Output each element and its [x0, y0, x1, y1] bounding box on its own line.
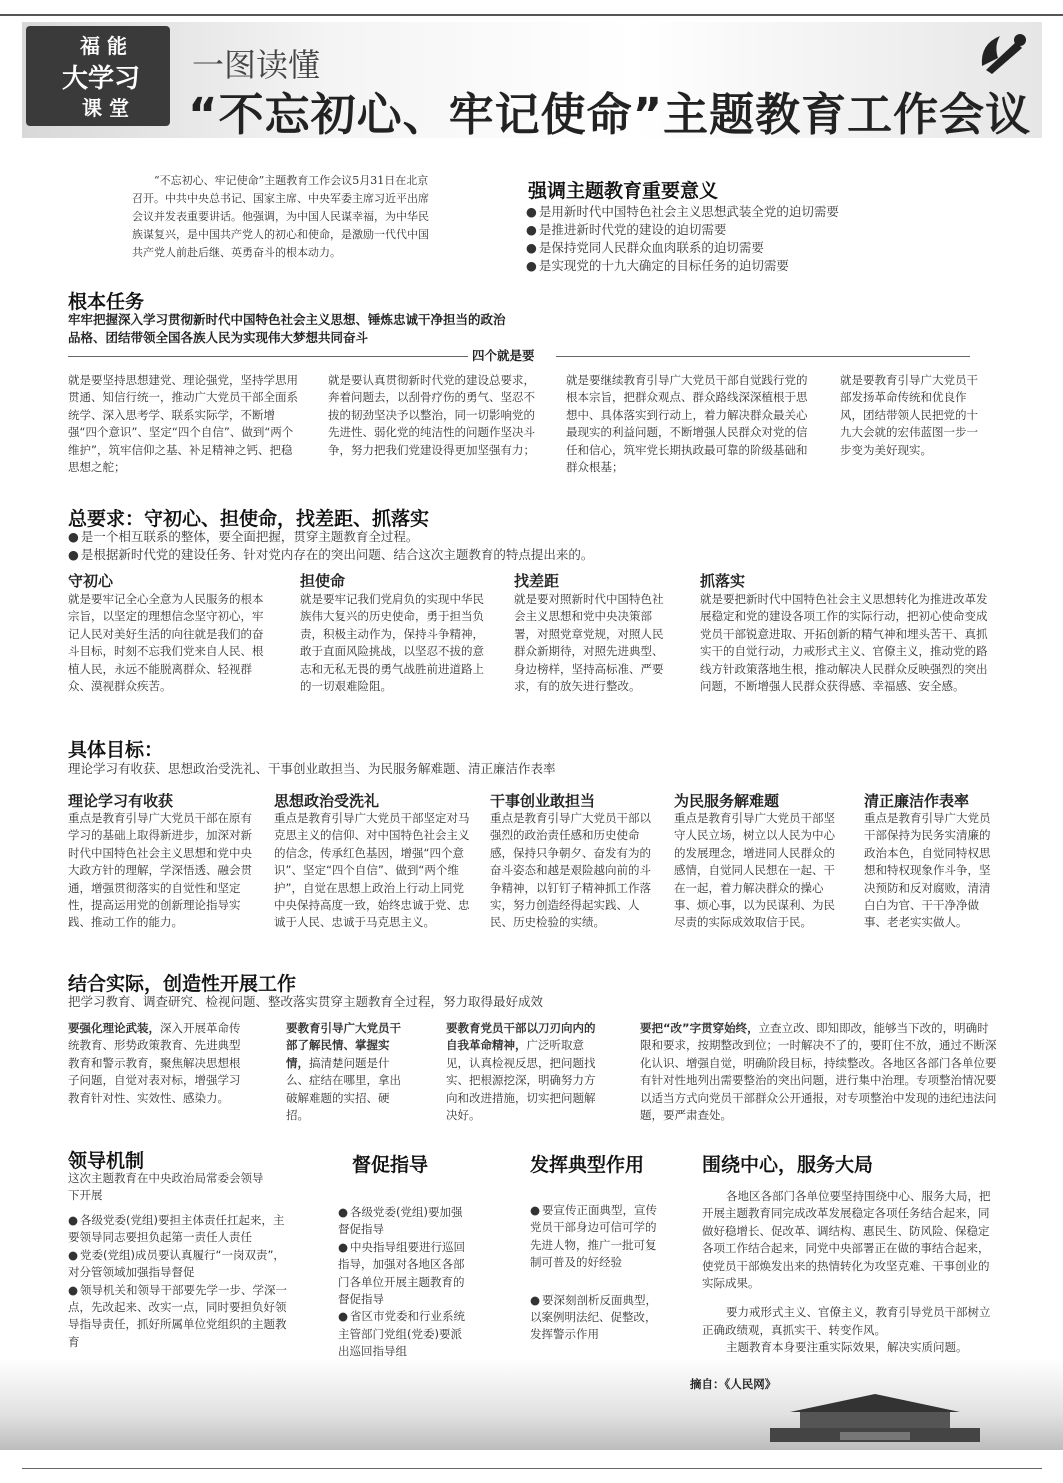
task-heading: 根本任务	[68, 291, 145, 313]
req-title-2: 担使命	[300, 572, 346, 590]
practice-lead: 要把“改”字贯穿始终，	[640, 1021, 759, 1035]
top-strip	[0, 0, 1063, 16]
list-item: ● 是用新时代中国特色社会主义思想武装全党的迫切需要	[526, 203, 946, 221]
list-item: ● 中央指导组要进行巡回指导，加强对各地区各部门各单位开展主题教育的督促指导	[338, 1239, 472, 1309]
list-item: ● 是保持党同人民群众血肉联系的迫切需要	[526, 239, 946, 257]
practice-item-2	[286, 1020, 410, 1124]
center-paragraph: 要力戒形式主义、官僚主义，教育引导党员干部树立正确政绩观，真抓实干、转变作风。	[702, 1305, 991, 1337]
leadership-heading: 领导机制	[68, 1150, 145, 1172]
task-text: 牢牢把握深入学习贯彻新时代中国特色社会主义思想、锤炼忠诚干净担当的政治品格、团结带领全国各族人民为实现伟大梦想共同奋斗	[68, 312, 506, 345]
significance-list	[526, 203, 946, 275]
practice-lead: 要强化理论武装，	[68, 1021, 160, 1035]
goal-title-5: 清正廉洁作表率	[864, 792, 970, 810]
divider-right	[556, 356, 970, 357]
logo-line-1: 福 能	[80, 34, 127, 58]
practice-summary: 把学习教育、调查研究、检视问题、整改落实贯穿主题教育全过程，努力取得最好成效	[68, 994, 544, 1009]
practice-item-4	[640, 1020, 1000, 1124]
significance-heading: 强调主题教育重要意义	[528, 180, 719, 202]
practice-text: 立查立改、即知即改，能够当下改的，明确时限和要求，按期整改到位；一时解决不了的，要盯住不放，通过不断深化认识、增强自觉，明确阶段目标，持续整改。各地区各部门各单位要有针对性地列出需要整治的突出问题，进行集中治理。专项整治情况要以适当方式向党员干部群众公开通报，对专项整治中发现的违纪违法问题，要严肃查处。	[640, 1021, 997, 1123]
four-must-col-4: 就是要教育引导广大党员干部发扬革命传统和优良作风，团结带领人民把党的十九大会就的宏伟蓝图一步一步变为美好现实。	[840, 373, 978, 457]
practice-lead: 要教育引导广大党员干部了解民情、掌握实情，	[286, 1021, 401, 1070]
center-paragraph: 主题教育本身要注重实际效果，解决实质问题。	[726, 1340, 968, 1355]
column-logo	[26, 26, 170, 126]
intro-paragraph: “不忘初心、牢记使命”主题教育工作会议5月31日在北京召开。中共中央总书记、国家主席、中央军委主席习近平出席会议并发表重要讲话。他强调，为中国人民谋幸福，为中华民族谋复兴，是中国共产党人的初心和使命，是激励一代代中国共产党人前赴后继、英勇奋斗的根本动力。	[132, 174, 429, 259]
bottom-rule	[22, 1468, 1042, 1469]
logo-line-2: 大学习	[62, 64, 141, 94]
req-text-2: 就是要牢记我们党肩负的实现中华民族伟大复兴的历史使命，勇于担当负责，积极主动作为，保持斗争精神，敢于直面风险挑战，以坚忍不拔的意志和无私无畏的勇气战胜前进道路上的一切艰难险阻。	[300, 592, 484, 694]
list-item: ● 各级党委(党组)要担主体责任扛起来，主要领导同志要担负起第一责任人责任	[68, 1212, 288, 1247]
list-item: ● 要深刻剖析反面典型，以案例明法纪、促整改，发挥警示作用	[530, 1292, 664, 1344]
goals-heading: 具体目标：	[68, 739, 164, 761]
title-line-1: 一图读懂	[192, 46, 321, 84]
goal-text-3: 重点是教育引导广大党员干部以强烈的政治责任感和历史使命感，保持只争朝夕、奋发有为的奋斗姿态和越是艰险越向前的斗争精神，以钉钉子精神抓工作落实，努力创造经得起实践、人民、历史检验的实绩。	[490, 811, 651, 930]
source-credit: 摘自：《人民网》	[690, 1377, 777, 1391]
list-item: ● 党委(党组)成员要认真履行“一岗双责”，对分管领域加强指导督促	[68, 1247, 288, 1282]
req-text-3: 就是要对照新时代中国特色社会主义思想和党中央决策部署，对照党章党规，对照人民群众新期待，对照先进典型、身边榜样，坚持高标准、严要求，有的放矢进行整改。	[514, 592, 664, 694]
practice-heading: 结合实际，创造性开展工作	[68, 973, 297, 995]
list-item: ● 是实现党的十九大确定的目标任务的迫切需要	[526, 257, 946, 275]
practice-text: 搞清楚问题是什么、症结在哪里，拿出破解难题的实招、硬招。	[286, 1055, 401, 1123]
divider-label: 四个就是要	[472, 348, 535, 363]
page-title: “不忘初心、牢记使命”主题教育工作会议	[188, 88, 1032, 141]
req-text-4: 就是要把新时代中国特色社会主义思想转化为推进改革发展稳定和党的建设各项工作的实际行动，把初心使命变成党员干部锐意进取、开拓创新的精气神和埋头苦干、真抓实干的自觉行动，力戒形式主义、官僚主义，推动党的路线方针政策落地生根，推动解决人民群众反映强烈的突出问题，不断增强人民群众获得感、幸福感、安全感。	[700, 592, 988, 694]
goal-text-2: 重点是教育引导广大党员干部坚定对马克思主义的信仰、对中国特色社会主义的信念，传承红色基因，增强“四个意识”、坚定“四个自信”、做到“两个维护”，自觉在思想上政治上行动上同党中央保持高度一致，始终忠诚于党、忠诚于人民、忠诚于马克思主义。	[274, 811, 470, 930]
goal-title-3: 干事创业敢担当	[490, 792, 596, 810]
req-title-4: 抓落实	[700, 572, 746, 590]
requirements-bullets	[68, 528, 968, 564]
list-item: ● 各级党委(党组)要加强督促指导	[338, 1204, 472, 1239]
goal-title-4: 为民服务解难题	[674, 792, 780, 810]
req-title-1: 守初心	[68, 572, 114, 590]
logo-line-3: 课 堂	[82, 96, 129, 120]
list-item: ● 领导机关和领导干部要先学一步、学深一点，先改起来、改实一点，同时要担负好领导指导责任，抓好所属单位党组织的主题教育	[68, 1282, 288, 1352]
list-item: ● 是根据新时代党的建设任务、针对党内存在的突出问题、结合这次主题教育的特点提出来的。	[68, 546, 968, 564]
requirements-heading: 总要求：守初心、担使命，找差距、抓落实	[68, 508, 430, 530]
leadership-intro: 这次主题教育在中央政治局常委会领导下开展	[68, 1171, 264, 1203]
practice-lead: 要教育党员干部以刀刃向内的自我革命精神，	[446, 1021, 596, 1053]
goals-summary: 理论学习有收获、思想政治受洗礼、干事创业敢担当、为民服务解难题、清正廉洁作表率	[68, 761, 556, 776]
center-paragraph: 各地区各部门各单位要坚持围绕中心、服务大局，把开展主题教育同完成改革发展稳定各项任务结合起来，同做好稳增长、促改革、调结构、惠民生、防风险、保稳定各项工作结合起来，同党中央部署正在做的事结合起来，使党员干部焕发出来的热情转化为攻坚克难、干事创业的实际成果。	[702, 1189, 991, 1291]
req-title-3: 找差距	[514, 572, 560, 590]
party-emblem-icon	[972, 26, 1032, 82]
models-heading: 发挥典型作用	[530, 1154, 645, 1176]
four-must-col-2: 就是要认真贯彻新时代党的建设总要求，奔着问题去，以刮骨疗伤的勇气、坚忍不拔的韧劲坚决予以整治，同一切影响党的先进性、弱化党的纯洁性的问题作坚决斗争，努力把我们党建设得更加坚强有力；	[328, 373, 535, 457]
divider-left	[68, 356, 468, 357]
leadership-list	[68, 1212, 288, 1351]
tiananmen-illustration-icon	[760, 1384, 990, 1448]
practice-item-3	[446, 1020, 606, 1124]
goal-title-1: 理论学习有收获	[68, 792, 174, 810]
center-heading: 围绕中心，服务大局	[702, 1154, 874, 1176]
practice-item-1	[68, 1020, 248, 1107]
four-must-col-1: 就是要坚持思想建党、理论强党，坚持学思用贯通、知信行统一，推动广大党员干部全面系统学、深入思考学、联系实际学，不断增强“四个意识”、坚定“四个自信”、做到“两个维护”，筑牢信仰之基、补足精神之钙、把稳思想之舵；	[68, 373, 298, 475]
list-item: ● 是一个相互联系的整体，要全面把握，贯穿主题教育全过程。	[68, 528, 968, 546]
goal-text-4: 重点是教育引导广大党员干部坚守人民立场，树立以人民为中心的发展理念，增进同人民群众的感情，自觉同人民想在一起、干在一起，着力解决群众的操心事、烦心事，以为民谋利、为民尽责的实际成效取信于民。	[674, 811, 835, 930]
list-item: ● 省区市党委和行业系统主管部门党组(党委)要派出巡回指导组	[338, 1308, 472, 1360]
center-paragraphs	[702, 1188, 1000, 1357]
four-must-col-3: 就是要继续教育引导广大党员干部自觉践行党的根本宗旨，把群众观点、群众路线深深植根于思想中、具体落实到行动上，着力解决群众最关心最现实的利益问题，不断增强人民群众对党的信任和信心，筑牢党长期执政最可靠的阶级基础和群众根基；	[566, 373, 808, 475]
req-text-1: 就是要牢记全心全意为人民服务的根本宗旨，以坚定的理想信念坚守初心，牢记人民对美好生活的向往就是我们的奋斗目标，时刻不忘我们党来自人民、根植人民，永远不能脱离群众、轻视群众、漠视群众疾苦。	[68, 592, 264, 694]
list-item: ● 是推进新时代党的建设的迫切需要	[526, 221, 946, 239]
goal-text-1: 重点是教育引导广大党员干部在原有学习的基础上取得新进步，加深对新时代中国特色社会主义思想和党中央大政方针的理解，学深悟透、融会贯通，增强贯彻落实的自觉性和坚定性，提高运用党的创新理论指导实践、推动工作的能力。	[68, 811, 252, 930]
practice-text: 广泛听取意见，认真检视反思，把问题找实、把根源挖深，明确努力方向和改进措施，切实把问题解决好。	[446, 1038, 596, 1123]
models-list	[530, 1202, 664, 1344]
list-item: ● 要宣传正面典型，宣传党员干部身边可信可学的先进人物，推广一批可复制可普及的好经验	[530, 1202, 664, 1272]
goal-title-2: 思想政治受洗礼	[274, 792, 380, 810]
supervision-heading: 督促指导	[352, 1154, 429, 1176]
practice-text: 深入开展革命传统教育、形势政策教育、先进典型教育和警示教育，聚焦解决思想根子问题，自觉对表对标，增强学习教育针对性、实效性、感染力。	[68, 1021, 241, 1105]
supervision-list	[338, 1204, 472, 1361]
goal-text-5: 重点是教育引导广大党员干部保持为民务实清廉的政治本色，自觉同特权思想和特权现象作斗争，坚决预防和反对腐败，清清白白为官、干干净净做事、老老实实做人。	[864, 811, 991, 930]
